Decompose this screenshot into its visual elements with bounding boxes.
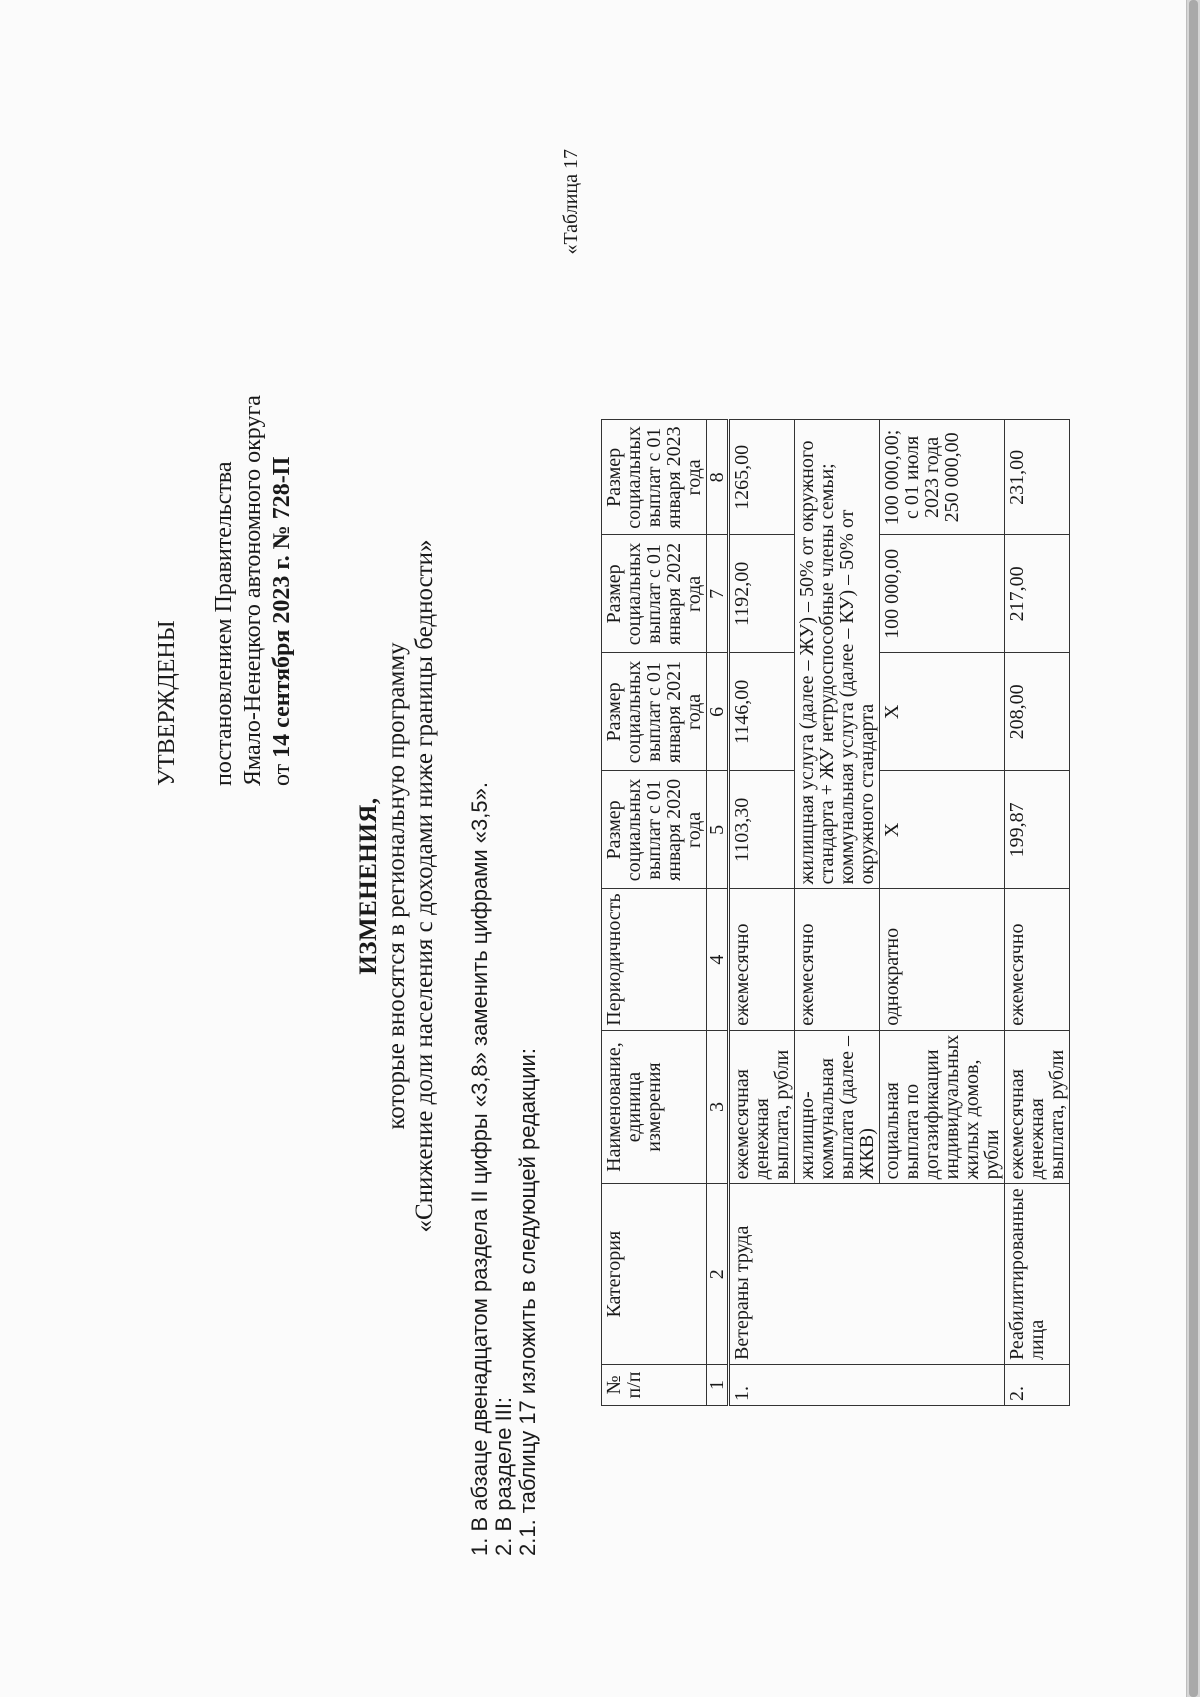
value-2022: 1192,00 <box>729 535 795 653</box>
scrollbar-thumb[interactable] <box>1189 0 1198 1697</box>
table-caption: «Таблица 17 <box>560 149 582 255</box>
value-2021: 208,00 <box>1005 653 1070 771</box>
amendment-item-3: 2.1. таблицу 17 изложить в следующей редакции: <box>515 1048 540 1556</box>
merged-value-note: жилищная услуга (далее – ЖУ) – 50% от окружного стандарта + ЖУ нетрудоспособные члены семьи; коммунальная услуга (далее – КУ) – 50% от окружного стандарта <box>795 420 880 889</box>
column-number: 8 <box>707 420 729 535</box>
value-2022: 217,00 <box>1005 535 1070 653</box>
column-number: 2 <box>707 1184 729 1365</box>
header-cell: № п/п <box>602 1365 707 1406</box>
table-row <box>729 420 795 1406</box>
value-2020: X <box>880 771 1005 889</box>
value-2021: 1146,00 <box>729 653 795 771</box>
row-number: 1. <box>729 1365 1005 1406</box>
vertical-scrollbar[interactable] <box>1186 0 1200 1697</box>
table-row <box>1005 420 1070 1406</box>
row-name: ежемесячная денежная выплата, рубли <box>729 1030 795 1184</box>
header-cell: Размер социальных выплат с 01 января 2021 года <box>602 653 707 771</box>
approved-date-prefix: от <box>269 763 295 786</box>
table-header-row <box>602 420 707 1406</box>
value-2023: 231,00 <box>1005 420 1070 535</box>
column-number: 1 <box>707 1365 729 1406</box>
approved-date-number: 14 сентября 2023 г. № 728-П <box>269 456 295 758</box>
payments-table <box>601 419 1070 1406</box>
header-cell: Периодичность <box>602 889 707 1030</box>
approved-line-2: Ямало-Ненецкого автономного округа <box>240 395 266 786</box>
header-cell: Размер социальных выплат с 01 января 2022 года <box>602 535 707 653</box>
approved-line-3 <box>268 186 297 786</box>
column-number: 4 <box>707 889 729 1030</box>
row-name: жилищно-коммунальная выплата (далее – ЖКВ) <box>795 1030 880 1184</box>
row-category: Реабилитированные лица <box>1005 1184 1070 1365</box>
amendment-item-2: 2. В разделе III: <box>491 1396 516 1556</box>
document-subtitle: которые вносятся в региональную программу <box>383 642 410 1130</box>
approved-line-1: постановлением Правительства <box>211 461 237 786</box>
value-2020: 1103,30 <box>729 771 795 889</box>
value-2021: X <box>880 653 1005 771</box>
program-name: «Снижение доли населения с доходами ниже границы бедности» <box>411 539 438 1233</box>
amendment-item-1: 1. В абзаце двенадцатом раздела II цифры «3,8» заменить цифрами «3,5». <box>467 782 492 1556</box>
column-number: 5 <box>707 771 729 889</box>
row-period: однократно <box>880 889 1005 1030</box>
column-number: 6 <box>707 653 729 771</box>
header-cell: Наименование, единица измерения <box>602 1030 707 1184</box>
row-period: ежемесячно <box>795 889 880 1030</box>
value-2022: 100 000,00 <box>880 535 1005 653</box>
header-cell: Размер социальных выплат с 01 января 2020 года <box>602 771 707 889</box>
header-cell: Размер социальных выплат с 01 января 2023 года <box>602 420 707 535</box>
value-2023: 100 000,00; с 01 июля 2023 года 250 000,00 <box>880 420 1005 535</box>
row-number: 2. <box>1005 1365 1070 1406</box>
header-cell: Категория <box>602 1184 707 1365</box>
document-header <box>355 436 439 1336</box>
row-period: ежемесячно <box>1005 889 1070 1030</box>
row-name: ежемесячная денежная выплата, рубли <box>1005 1030 1070 1184</box>
row-category: Ветераны труда <box>729 1184 1005 1365</box>
approved-title: УТВЕРЖДЕНЫ <box>154 620 180 786</box>
row-period: ежемесячно <box>729 889 795 1030</box>
value-2023: 1265,00 <box>729 420 795 535</box>
column-number-row <box>707 420 729 1406</box>
value-2020: 199,87 <box>1005 771 1070 889</box>
approval-stamp <box>153 186 297 786</box>
rotated-page-content <box>85 56 1125 1556</box>
column-number: 7 <box>707 535 729 653</box>
row-name: социальная выплата по догазификации индивидуальных жилых домов, рубли <box>880 1030 1005 1184</box>
column-number: 3 <box>707 1030 729 1184</box>
amendment-items <box>468 456 540 1556</box>
document-title: ИЗМЕНЕНИЯ, <box>355 797 382 975</box>
